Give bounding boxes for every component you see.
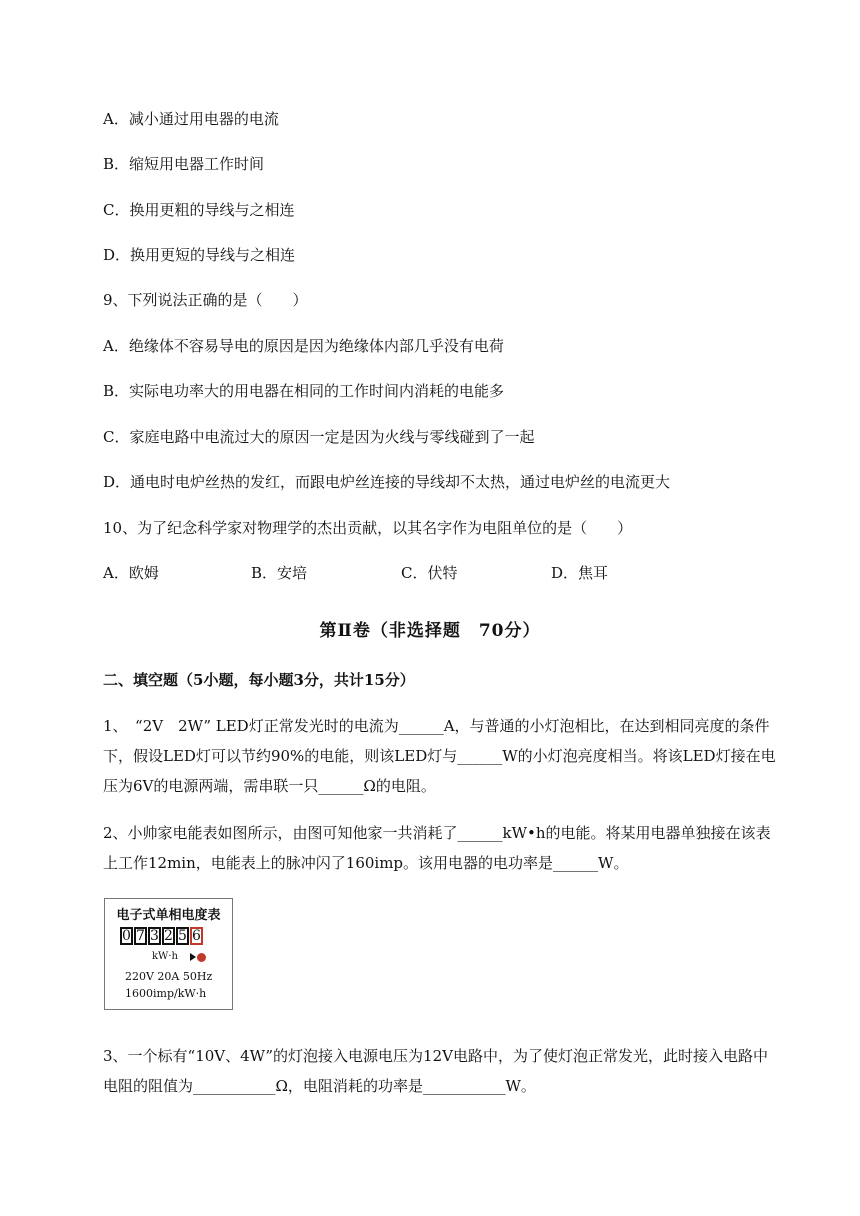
pulse-arrow-icon [190,953,196,961]
q10-stem: 10、为了纪念科学家对物理学的杰出贡献，以其名字作为电阻单位的是（ ） [103,519,633,537]
q9-option-b: B．实际电功率大的用电器在相同的工作时间内消耗的电能多 [103,382,505,400]
meter-title: 电子式单相电度表 [116,908,221,923]
meter-digit-decimal: 6 [190,927,203,945]
q10-option-d: D．焦耳 [551,564,609,582]
q10-option-b: B．安培 [251,564,308,582]
electric-meter-figure [104,898,233,1010]
fill1-line-2: 下，假设LED灯可以节约90%的电能，则该LED灯与______W的小灯泡亮度相当。将该LED灯接在电 [103,747,776,765]
fill1-line-1: 1、 “2V 2W” LED灯正常发光时的电流为______A，与普通的小灯泡相比，在达到相同亮度的条件 [103,717,770,735]
meter-digit: 5 [176,927,189,945]
q10-option-c: C．伏特 [401,564,458,582]
meter-unit: kW·h [152,951,178,962]
meter-spec-constant: 1600imp/kW·h [125,987,207,1000]
fill2-line-2: 上工作12min，电能表上的脉冲闪了160imp。该用电器的电功率是______W。 [103,854,629,872]
section2-title: 二、填空题（5小题，每小题3分，共计15分） [103,671,415,689]
q9-option-c: C．家庭电路中电流过大的原因一定是因为火线与零线碰到了一起 [103,428,535,446]
q8-option-b: B．缩短用电器工作时间 [103,155,265,173]
meter-digit: 7 [134,927,147,945]
q8-option-d: D．换用更短的导线与之相连 [103,246,296,264]
pulse-led-icon [197,953,206,962]
fill-question-2 [103,818,803,878]
q9-option-d: D．通电时电炉丝热的发红，而跟电炉丝连接的导线却不太热，通过电炉丝的电流更大 [103,473,671,491]
q8-option-c: C．换用更粗的导线与之相连 [103,201,295,219]
fill-question-3 [103,1041,803,1101]
meter-digits [120,927,204,945]
q10-option-a: A．欧姆 [103,564,159,582]
meter-digit: 2 [162,927,175,945]
q9-stem: 9、下列说法正确的是（ ） [103,291,308,309]
fill2-line-1: 2、小帅家电能表如图所示，由图可知他家一共消耗了______kW•h的电能。将某用电器单独接在该表 [103,824,771,842]
fill-question-1 [103,711,803,801]
part2-title: 第Ⅱ卷（非选择题 70分） [319,621,541,641]
q10-options [103,563,608,583]
meter-spec-rating: 220V 20A 50Hz [125,970,213,983]
fill1-line-3: 压为6V的电源两端，需串联一只______Ω的电阻。 [103,777,436,795]
q8-option-a: A．减小通过用电器的电流 [103,110,279,128]
meter-digit: 3 [148,927,161,945]
fill3-line-1: 3、一个标有“10V、4W”的灯泡接入电源电压为12V电路中，为了使灯泡正常发光，此时接入电路中 [103,1047,768,1065]
meter-digit: 0 [120,927,133,945]
q9-option-a: A．绝缘体不容易导电的原因是因为绝缘体内部几乎没有电荷 [103,337,504,355]
fill3-line-2: 电阻的阻值为___________Ω，电阻消耗的功率是___________W。 [103,1077,536,1095]
